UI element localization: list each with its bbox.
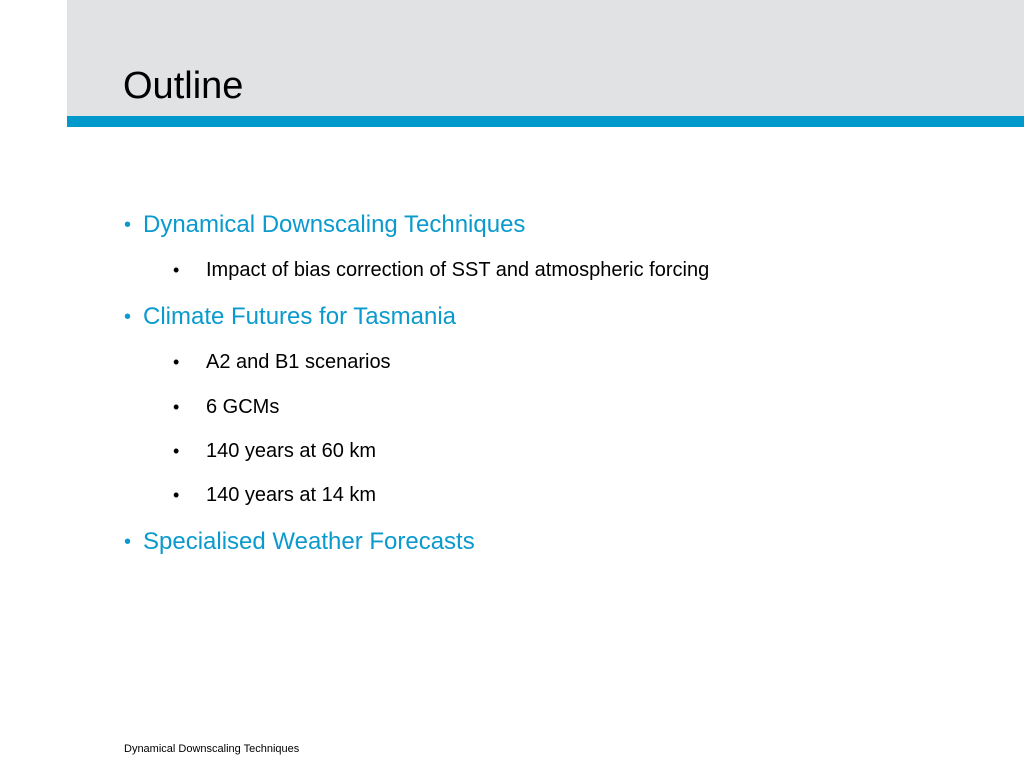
bullet-marker: • (173, 441, 180, 461)
slide-title: Outline (123, 65, 244, 107)
bullet-marker: • (173, 397, 180, 417)
bullet-marker: • (124, 531, 132, 553)
bullet-marker: • (173, 352, 180, 372)
bullet-marker: • (124, 306, 132, 328)
sub-bullet-text: 140 years at 60 km (206, 440, 377, 462)
bullet-marker: • (124, 214, 132, 236)
sub-bullet-text: Impact of bias correction of SST and atmospheric forcing (206, 259, 710, 281)
bullet-text: Dynamical Downscaling Techniques (143, 211, 526, 238)
bullet-marker: • (173, 485, 180, 505)
bullet-text: Climate Futures for Tasmania (143, 303, 457, 330)
sub-bullet-text: 6 GCMs (206, 396, 280, 418)
sub-bullet-text: A2 and B1 scenarios (206, 351, 391, 373)
sub-bullet-text: 140 years at 14 km (206, 484, 377, 506)
bullet-text: Specialised Weather Forecasts (143, 528, 475, 555)
slide-footer: Dynamical Downscaling Techniques (124, 743, 300, 755)
bullet-marker: • (173, 260, 180, 280)
